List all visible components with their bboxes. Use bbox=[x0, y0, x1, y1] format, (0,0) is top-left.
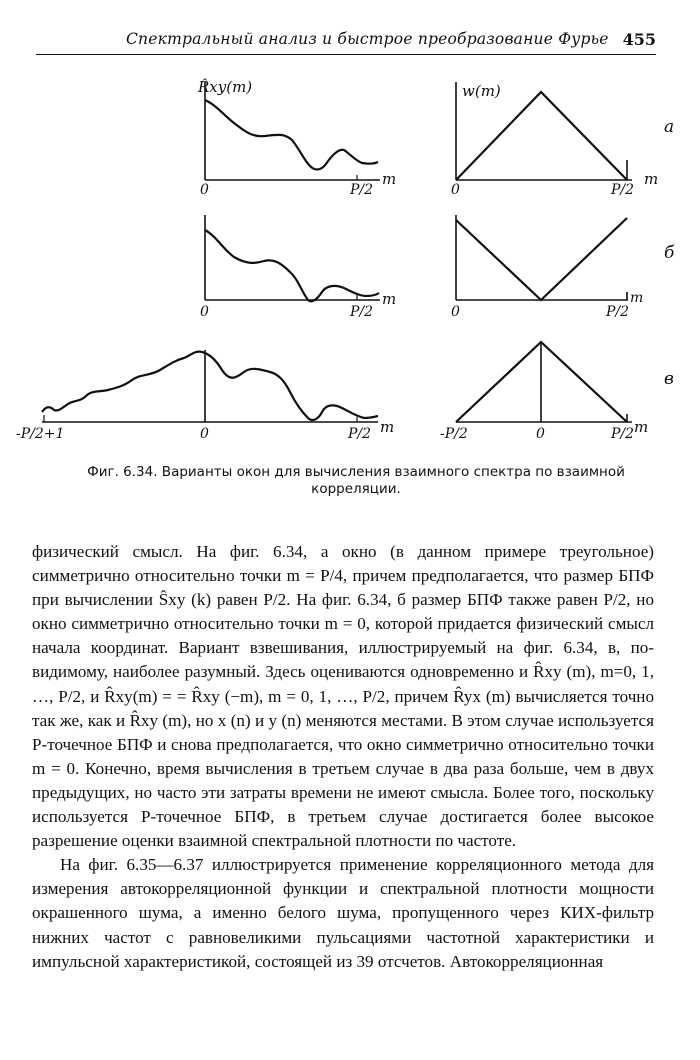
fig-row-label-c: в bbox=[664, 369, 674, 389]
fig-a-right-xlabel: m bbox=[644, 170, 659, 188]
figure-caption: Фиг. 6.34. Варианты окон для вычисления взаимного спектра по взаимной корреляции. bbox=[87, 464, 625, 497]
fig-b-right-tick-0: 0 bbox=[451, 304, 460, 320]
fig-c-right-xlabel: m bbox=[634, 418, 649, 436]
fig-c-left-tick-1: 0 bbox=[200, 426, 209, 442]
fig-b-correlation-curve bbox=[205, 230, 379, 301]
paragraph-2: На фиг. 6.35—6.37 иллюстрируется применение корреляционного метода для измерения автокорреляционной функции и спектральной плотности мощности окрашенного шума, а именно белого шума, пропущенного через КИХ-фильтр нижних частот с равновеликими пульсациями частотной характеристики и импульсной характеристикой, состоящей из 39 отсчетов. Автокорреляционная bbox=[32, 855, 654, 971]
fig-c-left-xlabel: m bbox=[380, 418, 395, 436]
fig-a-left-plot bbox=[205, 82, 380, 180]
paragraph-1: физический смысл. На фиг. 6.34, а окно (в данном примере треугольное) симметрично относительно точки m = P/4, причем предполагается, что размер БПФ при вычислении Ŝxy (k) равен P/2. На фиг. 6.34, б размер БПФ также равен P/2, но окно симметрично относительно точки m = 0, которой придается физический смысл начала координат. Вариант взвешивания, иллюстрируемый на фиг. 6.34, в, по-видимому, наиболее разумный. Здесь оцениваются одновременно и R̂xy (m), m=0, 1, …, P/2, и R̂xy(m) = = R̂xy (−m), m = 0, 1, …, P/2, причем R̂yx (m) вычисляется точно так же, как и R̂xy (m), но x (n) и y (n) меняются местами. В этом случае используется P-точечное БПФ и снова предполагается, что окно симметрично относительно точки m = 0. Конечно, время вычисления в третьем случае в два раза больше, чем в двух предыдущих, но часто эти затраты времени не имеют смысла. Более того, поскольку используется P-точечное БПФ, в третьем случае достигается более высокое разрешение оценки взаимной спектральной плотности по частоте. bbox=[32, 542, 654, 851]
fig-b-left-xlabel: m bbox=[382, 290, 397, 308]
fig-c-left-plot bbox=[42, 350, 378, 422]
fig-a-left-xlabel: m bbox=[382, 170, 397, 188]
fig-c-left-tick-2: P/2 bbox=[348, 426, 372, 442]
fig-a-left-tick-1: P/2 bbox=[350, 182, 374, 198]
fig-b-v-window bbox=[456, 218, 627, 300]
fig-c-right-tick-0: -P/2 bbox=[440, 426, 468, 442]
fig-b-right-plot bbox=[456, 215, 628, 300]
running-head: Спектральный анализ и быстрое преобразование Фурье bbox=[126, 30, 609, 48]
fig-a-triangular-window bbox=[456, 92, 627, 180]
fig-row-label-b: б bbox=[664, 243, 675, 263]
fig-c-right-plot bbox=[456, 342, 632, 422]
page-header bbox=[36, 26, 656, 55]
fig-a-correlation-curve bbox=[205, 100, 378, 170]
fig-a-left-ylabel: R̂xy(m) bbox=[198, 78, 253, 96]
fig-a-right-tick-0: 0 bbox=[451, 182, 460, 198]
fig-a-left-tick-0: 0 bbox=[200, 182, 209, 198]
fig-c-correlation-curve bbox=[42, 352, 378, 420]
fig-c-left-tick-0: -P/2+1 bbox=[16, 426, 65, 442]
fig-c-right-tick-1: 0 bbox=[536, 426, 545, 442]
fig-c-right-tick-2: P/2 bbox=[611, 426, 635, 442]
fig-a-right-ylabel: w(m) bbox=[462, 82, 501, 100]
body-text bbox=[32, 540, 654, 974]
page-number: 455 bbox=[622, 30, 656, 49]
figure-6-34 bbox=[0, 60, 700, 460]
fig-b-right-xlabel: m bbox=[630, 290, 644, 306]
fig-b-right-tick-1: P/2 bbox=[606, 304, 630, 320]
fig-b-left-tick-0: 0 bbox=[200, 304, 209, 320]
fig-b-left-tick-1: P/2 bbox=[350, 304, 374, 320]
fig-row-label-a: а bbox=[664, 117, 675, 137]
fig-b-left-plot bbox=[205, 215, 380, 301]
fig-a-right-tick-1: P/2 bbox=[611, 182, 635, 198]
